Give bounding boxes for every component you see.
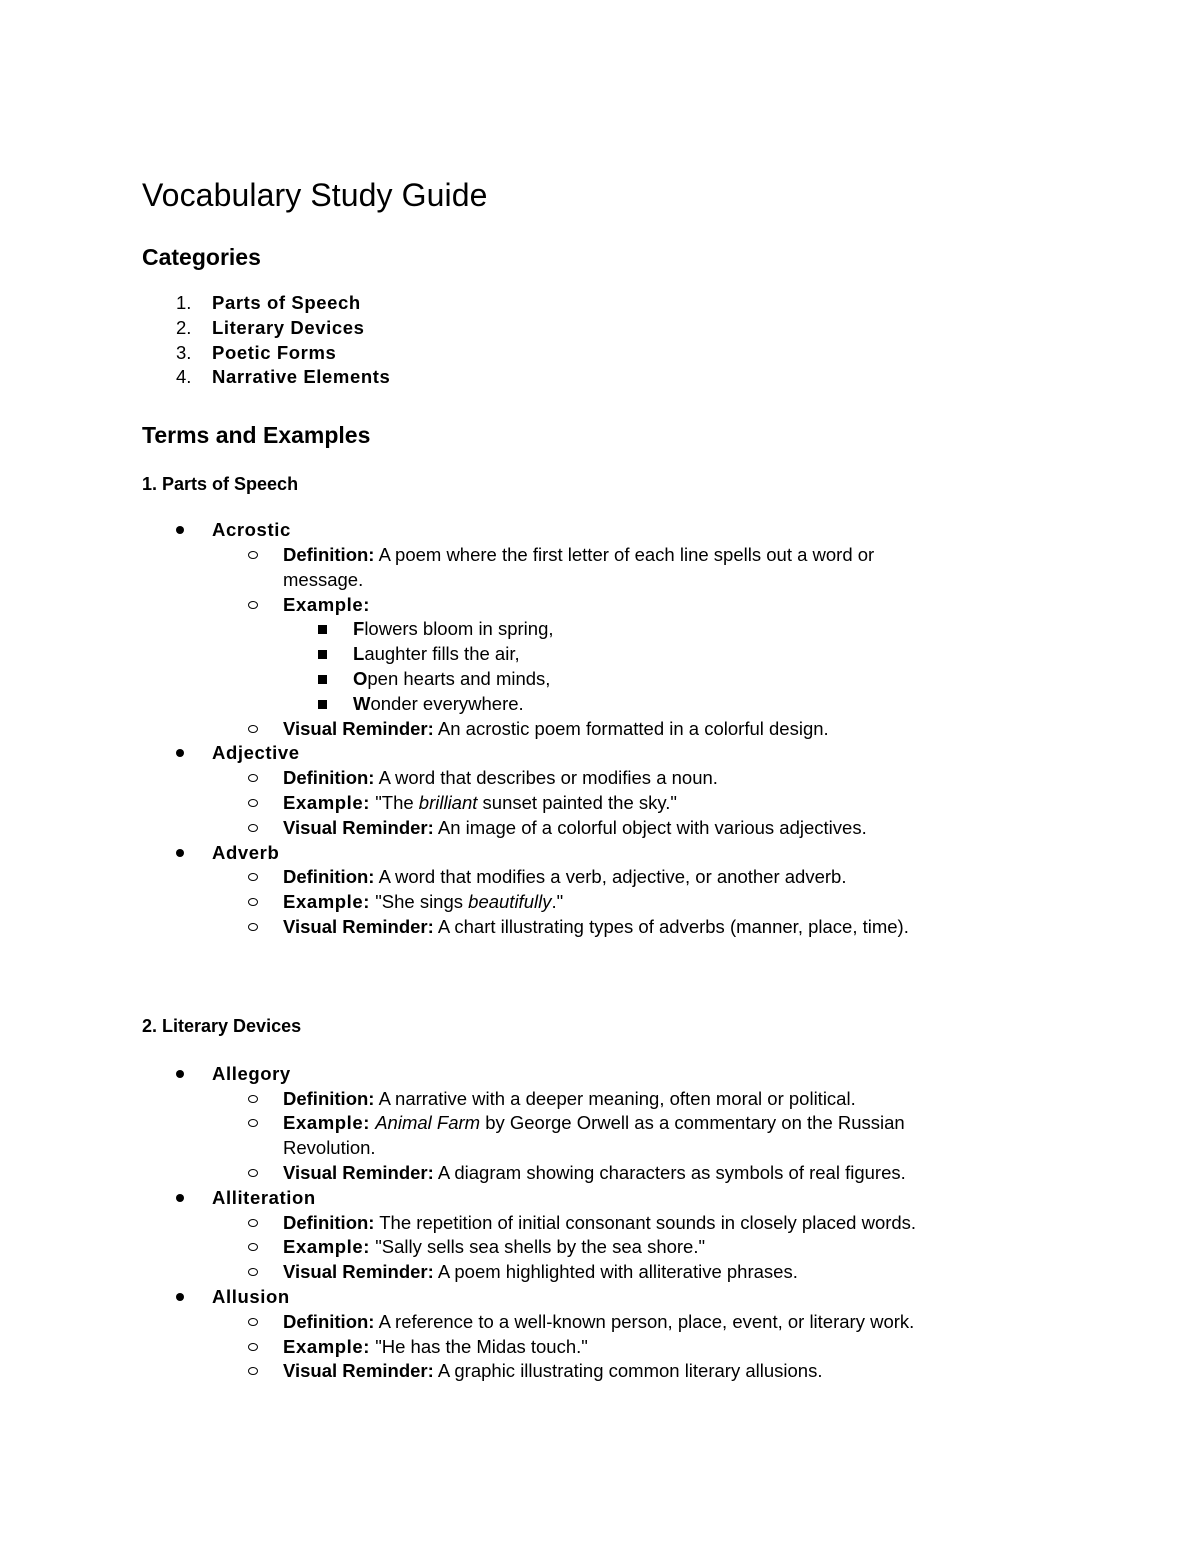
circle-bullet-icon [248,774,258,782]
definition-text: A word that describes or modifies a noun. [374,767,718,789]
definition-text: A narrative with a deeper meaning, often moral or political. [374,1087,856,1109]
list-item [142,341,1062,366]
definition-text: The repetition of initial consonant sounds in closely placed words. [374,1211,917,1233]
acrostic-line [142,617,1062,642]
visual-reminder-label: Visual Reminder: [283,717,434,739]
visual-reminder-text: A diagram showing characters as symbols of real figures. [433,1161,906,1183]
bullet-icon [176,749,184,757]
category-label: Narrative Elements [212,366,391,388]
term-item [142,1062,1062,1087]
example-item [142,1335,1062,1360]
term-name: Alliteration [212,1186,316,1208]
term-item [142,741,1062,766]
visual-reminder-label: Visual Reminder: [283,1360,434,1382]
example-label: Example: [283,1112,371,1134]
example-label: Example: [283,891,371,913]
definition-item [142,865,1062,890]
acrostic-line [142,642,1062,667]
circle-bullet-icon [248,824,258,832]
definition-item [142,543,1062,568]
definition-label: Definition: [283,1211,375,1233]
term-item [142,1186,1062,1211]
acrostic-rest: aughter fills the air, [364,643,520,665]
categories-list [142,291,1062,390]
visual-reminder-text: A poem highlighted with alliterative phrases. [433,1261,798,1283]
acrostic-initial: L [353,643,365,665]
list-number: 4. [176,366,192,388]
bullet-icon [176,1293,184,1301]
square-bullet-icon [318,675,327,684]
example-text: by George Orwell as a commentary on the Russian [480,1112,905,1134]
example-emphasis: Animal Farm [375,1112,481,1134]
circle-bullet-icon [248,1119,258,1127]
visual-reminder-item [142,915,1062,940]
circle-bullet-icon [248,1095,258,1103]
example-text: "She sings [370,891,469,913]
example-label: Example: [283,593,371,615]
circle-bullet-icon [248,1243,258,1251]
definition-text: A poem where the first letter of each line spells out a word or [374,543,875,565]
term-name: Adjective [212,742,300,764]
bullet-icon [176,1070,184,1078]
visual-reminder-text: A graphic illustrating common literary allusions. [433,1360,823,1382]
circle-bullet-icon [248,601,258,609]
definition-continuation [142,568,1062,593]
visual-reminder-item [142,717,1062,742]
term-name: Acrostic [212,519,291,541]
acrostic-rest: onder everywhere. [370,692,524,714]
example-text: "He has the Midas touch." [370,1335,588,1357]
list-number: 1. [176,292,192,313]
definition-item [142,1310,1062,1335]
example-text: "Sally sells sea shells by the sea shore." [370,1236,706,1258]
visual-reminder-item [142,816,1062,841]
definition-label: Definition: [283,866,375,888]
list-item [142,316,1062,341]
circle-bullet-icon [248,1268,258,1276]
visual-reminder-label: Visual Reminder: [283,1261,434,1283]
term-name: Adverb [212,841,280,863]
term-item [142,518,1062,543]
document-page [142,174,1062,1384]
list-item [142,365,1062,390]
acrostic-rest: pen hearts and minds, [367,667,551,689]
acrostic-initial: W [353,692,371,714]
category-label: Literary Devices [212,316,365,338]
category-label: Parts of Speech [212,292,361,313]
definition-item [142,1087,1062,1112]
visual-reminder-item [142,1161,1062,1186]
acrostic-rest: lowers bloom in spring, [364,618,554,640]
visual-reminder-item [142,1359,1062,1384]
square-bullet-icon [318,625,327,634]
list-number: 3. [176,341,192,363]
visual-reminder-text: An image of a colorful object with various adjectives. [433,816,867,838]
circle-bullet-icon [248,1219,258,1227]
example-label: Example: [283,791,371,813]
example-item [142,1235,1062,1260]
terms-heading: Terms and Examples [142,422,371,449]
example-emphasis: brilliant [418,791,478,813]
definition-text: A word that modifies a verb, adjective, or another adverb. [374,866,847,888]
circle-bullet-icon [248,898,258,906]
example-text: sunset painted the sky." [477,791,677,813]
definition-item [142,766,1062,791]
circle-bullet-icon [248,873,258,881]
visual-reminder-item [142,1260,1062,1285]
acrostic-line [142,667,1062,692]
example-emphasis: beautifully [468,891,552,913]
bullet-icon [176,849,184,857]
categories-heading: Categories [142,244,261,270]
circle-bullet-icon [248,1343,258,1351]
document-title: Vocabulary Study Guide [142,177,488,213]
circle-bullet-icon [248,1169,258,1177]
term-item [142,1285,1062,1310]
section-heading-parts-of-speech: 1. Parts of Speech [142,474,299,495]
example-text: Revolution. [283,1137,376,1159]
bullet-icon [176,526,184,534]
category-label: Poetic Forms [212,341,337,363]
circle-bullet-icon [248,551,258,559]
circle-bullet-icon [248,725,258,733]
definition-label: Definition: [283,1087,375,1109]
definition-text: A reference to a well-known person, place, event, or literary work. [374,1310,915,1332]
circle-bullet-icon [248,799,258,807]
circle-bullet-icon [248,923,258,931]
visual-reminder-label: Visual Reminder: [283,915,434,937]
visual-reminder-text: A chart illustrating types of adverbs (manner, place, time). [433,915,909,937]
definition-label: Definition: [283,1310,375,1332]
definition-text: message. [283,568,364,590]
square-bullet-icon [318,650,327,659]
acrostic-initial: F [353,618,365,640]
bullet-icon [176,1194,184,1202]
example-label: Example: [283,1335,371,1357]
example-item [142,791,1062,816]
visual-reminder-label: Visual Reminder: [283,816,434,838]
acrostic-initial: O [353,667,368,689]
section-heading-literary-devices: 2. Literary Devices [142,1015,302,1036]
acrostic-line [142,692,1062,717]
definition-label: Definition: [283,767,375,789]
example-item [142,1111,1062,1136]
literary-devices-list [142,1062,1062,1384]
parts-of-speech-list [142,518,1062,940]
term-name: Allegory [212,1062,291,1084]
definition-label: Definition: [283,543,375,565]
visual-reminder-label: Visual Reminder: [283,1161,434,1183]
example-label: Example: [283,1236,371,1258]
list-item [142,291,1062,316]
square-bullet-icon [318,700,327,709]
list-number: 2. [176,316,192,338]
term-name: Allusion [212,1285,290,1307]
example-item [142,593,1062,618]
example-text: "The [370,791,419,813]
definition-item [142,1211,1062,1236]
example-item [142,890,1062,915]
circle-bullet-icon [248,1318,258,1326]
example-text: ." [551,891,564,913]
circle-bullet-icon [248,1367,258,1375]
example-continuation [142,1136,1062,1161]
visual-reminder-text: An acrostic poem formatted in a colorful design. [433,717,829,739]
term-item [142,841,1062,866]
